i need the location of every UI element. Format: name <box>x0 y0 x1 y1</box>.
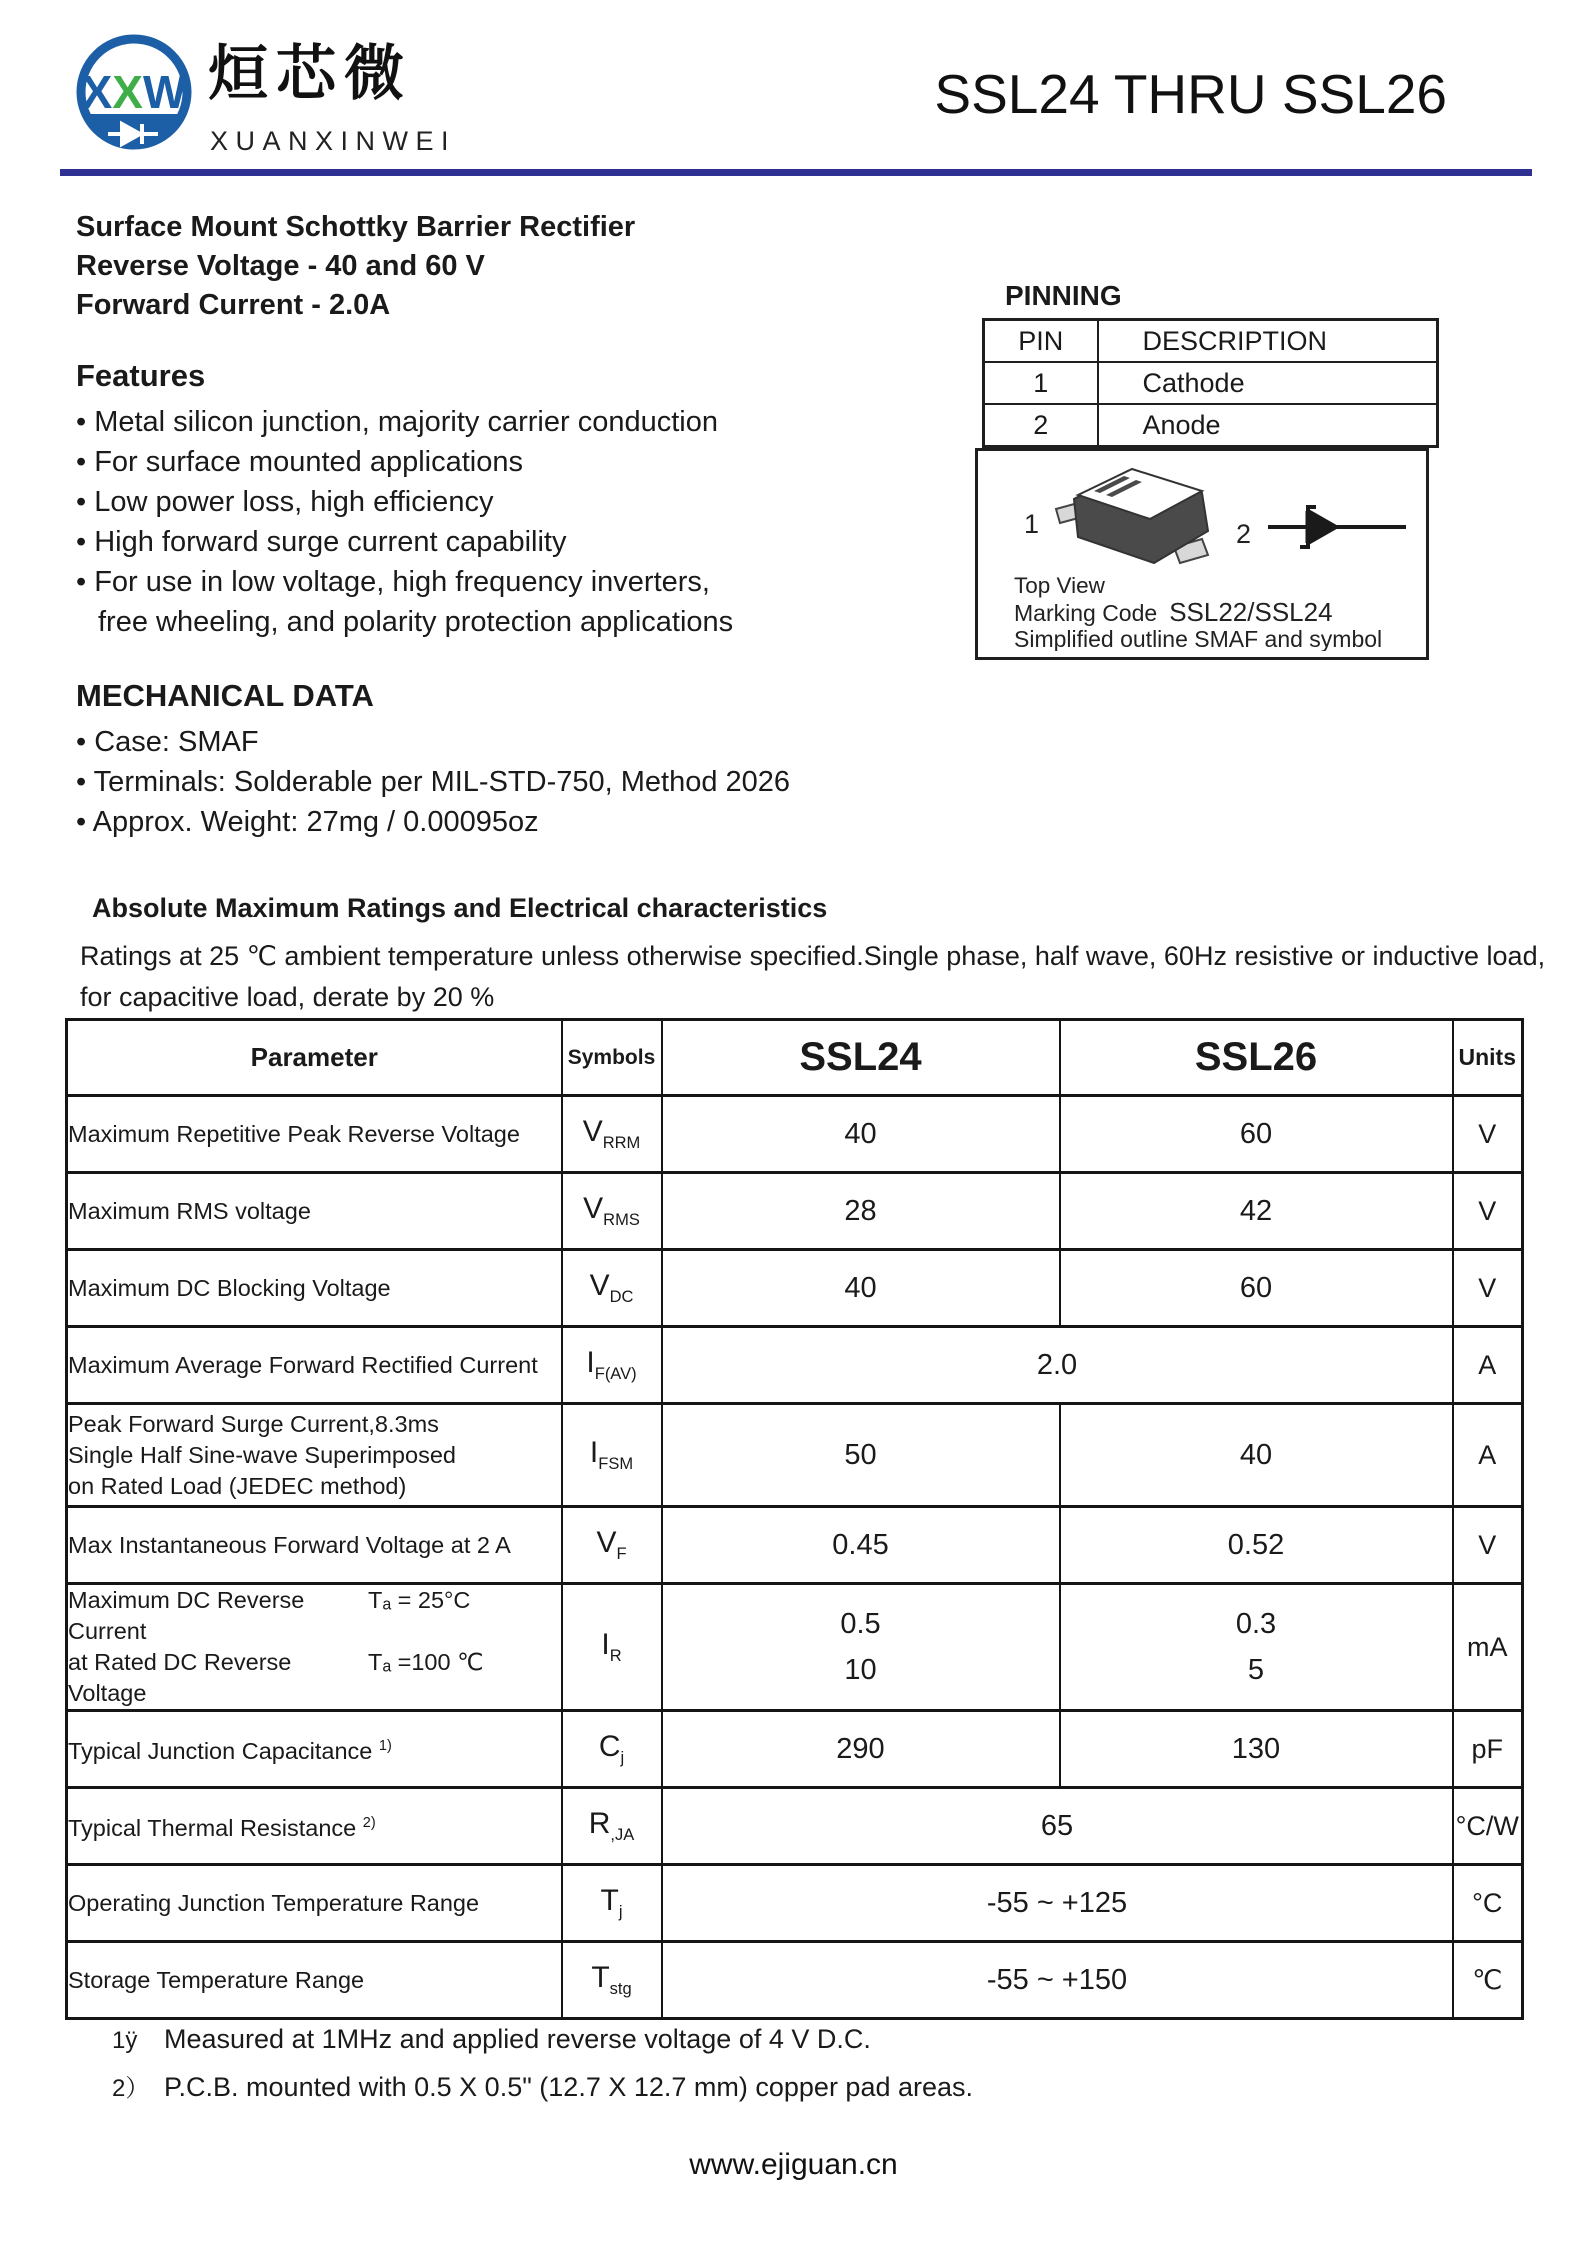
footnote-line <box>112 2064 973 2112</box>
param-footnote-ref: 2) <box>362 1815 376 1832</box>
company-name-en: XUANXINWEI <box>210 126 457 156</box>
description-col-header: DESCRIPTION <box>1098 320 1438 363</box>
pin-row <box>984 362 1438 404</box>
product-summary <box>76 208 635 325</box>
ssl26-value-cell: 60 <box>1060 1250 1453 1327</box>
pin-row <box>984 404 1438 447</box>
unit-cell: mA <box>1453 1584 1523 1711</box>
ssl26-value-cell: 0.52 <box>1060 1507 1453 1584</box>
package-drawing <box>978 451 1424 651</box>
param-cell <box>67 1584 562 1711</box>
unit-cell: pF <box>1453 1711 1523 1788</box>
param-cell <box>67 1865 562 1942</box>
param-line: Typical Thermal Resistance $^{2)}$ <box>68 1814 376 1841</box>
merged-value-cell: 2.0 <box>662 1327 1453 1404</box>
symbol-cell <box>562 1788 662 1865</box>
symbol-base: T <box>591 1961 610 1994</box>
unit-cell: V <box>1453 1096 1523 1173</box>
pkg-marking-line: Marking Code SSL22/SSL24 <box>1014 597 1333 627</box>
feature-item: • For use in low voltage, high frequency inverters, <box>76 566 710 598</box>
symbol-subscript: RMS <box>603 1211 640 1229</box>
symbol-cell <box>562 1711 662 1788</box>
page-title: SSL24 THRU SSL26 <box>934 63 1447 125</box>
symbol-base: V <box>589 1269 610 1302</box>
param-line: Maximum Average Forward Rectified Current <box>68 1351 538 1378</box>
header-rule <box>60 169 1532 176</box>
symbol-cell <box>562 1865 662 1942</box>
param-line: Operating Junction Temperature Range <box>68 1889 480 1916</box>
mechanical-item: • Terminals: Solderable per MIL-STD-750, Method 2026 <box>76 766 791 798</box>
footnote-text: Measured at 1MHz and applied reverse voltage of 4 V D.C. <box>164 2024 871 2054</box>
ssl26-value-cell: 60 <box>1060 1096 1453 1173</box>
feature-item: • For surface mounted applications <box>76 446 523 478</box>
symbol-base: I <box>586 1346 595 1379</box>
unit-cell: ℃ <box>1453 1942 1523 2019</box>
spec-row <box>67 1250 1523 1327</box>
symbol-cell <box>562 1942 662 2019</box>
unit-cell: °C <box>1453 1865 1523 1942</box>
spec-row <box>67 1865 1523 1942</box>
footnote-marker: 1ÿ <box>112 2027 138 2054</box>
col-header-units: Units <box>1453 1020 1523 1096</box>
param-line <box>68 1647 561 1709</box>
footnote-text: P.C.B. mounted with 0.5 X 0.5" (12.7 X 12.7 mm) copper pad areas. <box>164 2072 974 2102</box>
spec-row <box>67 1711 1523 1788</box>
ssl24-value-cell: 40 <box>662 1250 1060 1327</box>
symbol-base: V <box>596 1526 617 1559</box>
col-header-symbols: Symbols <box>562 1020 662 1096</box>
param-line: Maximum Repetitive Peak Reverse Voltage <box>68 1120 520 1147</box>
pinning-heading: PINNING <box>1005 280 1122 311</box>
ssl26-value-cell: 130 <box>1060 1711 1453 1788</box>
footer-url: www.ejiguan.cn <box>689 2148 898 2181</box>
package-outline-box <box>975 448 1429 660</box>
feature-item: • High forward surge current capability <box>76 526 567 558</box>
symbol-base: I <box>589 1436 599 1469</box>
pin-table <box>982 318 1439 448</box>
param-footnote-ref: 1) <box>378 1738 392 1755</box>
col-header-ssl24: SSL24 <box>662 1020 1060 1096</box>
symbol-subscript: DC <box>609 1288 634 1306</box>
symbol-subscript: R <box>609 1647 622 1665</box>
logo-letters: XXW <box>81 66 187 118</box>
merged-value-cell: 65 <box>662 1788 1453 1865</box>
logo-mark-icon <box>72 28 198 158</box>
param-line: on Rated Load (JEDEC method) <box>68 1472 407 1499</box>
spec-row <box>67 1942 1523 2019</box>
company-name-cn: 烜芯微 <box>208 40 412 107</box>
symbol-base: V <box>582 1115 603 1148</box>
ssl24-value-cell: 50 <box>662 1404 1060 1507</box>
spec-table <box>65 1018 1524 2020</box>
pin-number: 1 <box>984 362 1098 404</box>
param-line: Single Half Sine-wave Superimposed <box>68 1441 456 1468</box>
value-line: 0.3 <box>1235 1608 1277 1640</box>
value-line: 5 <box>1247 1654 1265 1686</box>
pkg-pin2-label: 2 <box>1236 519 1252 549</box>
param-cell <box>67 1173 562 1250</box>
unit-cell: V <box>1453 1173 1523 1250</box>
param-cell <box>67 1096 562 1173</box>
ssl26-value-cell <box>1060 1584 1453 1711</box>
unit-cell: A <box>1453 1404 1523 1507</box>
footnote-marker: 2） <box>112 2075 150 2102</box>
param-cell <box>67 1327 562 1404</box>
ssl26-value-cell: 40 <box>1060 1404 1453 1507</box>
pin-number: 2 <box>984 404 1098 447</box>
param-cell <box>67 1942 562 2019</box>
param-cell <box>67 1788 562 1865</box>
merged-value-cell: -55 ~ +125 <box>662 1865 1453 1942</box>
summary-line: Surface Mount Schottky Barrier Rectifier <box>76 211 636 243</box>
param-line: Peak Forward Surge Current,8.3ms <box>68 1410 439 1437</box>
spec-row <box>67 1096 1523 1173</box>
spec-row <box>67 1507 1523 1584</box>
param-cell <box>67 1711 562 1788</box>
symbol-cell <box>562 1173 662 1250</box>
summary-line: Reverse Voltage - 40 and 60 V <box>76 250 485 282</box>
symbol-subscript: F <box>616 1545 627 1563</box>
feature-item: • Metal silicon junction, majority carrier conduction <box>76 406 718 438</box>
ssl24-value-cell: 28 <box>662 1173 1060 1250</box>
param-line: Storage Temperature Range <box>68 1966 365 1993</box>
param-cell <box>67 1507 562 1584</box>
merged-value-cell: -55 ~ +150 <box>662 1942 1453 2019</box>
spec-table-body <box>67 1096 1523 2019</box>
ratings-note <box>80 936 1545 1018</box>
spec-row <box>67 1584 1523 1711</box>
ssl26-value-cell: 42 <box>1060 1173 1453 1250</box>
symbol-subscript: j <box>620 1749 625 1767</box>
pin-header-row <box>984 320 1438 363</box>
symbol-cell <box>562 1507 662 1584</box>
symbol-subscript: F(AV) <box>594 1365 637 1383</box>
symbol-base: I <box>601 1628 610 1661</box>
unit-cell: V <box>1453 1507 1523 1584</box>
spec-row <box>67 1327 1523 1404</box>
value-line: 10 <box>844 1654 877 1686</box>
symbol-subscript: RRM <box>602 1134 641 1152</box>
symbol-subscript: stg <box>609 1980 632 1998</box>
mechanical-heading: MECHANICAL DATA <box>76 678 374 713</box>
symbol-cell <box>562 1250 662 1327</box>
pkg-outline-note: Simplified outline SMAF and symbol <box>1014 626 1383 651</box>
pkg-top-view-label: Top View <box>1014 573 1105 598</box>
param-line: Max Instantaneous Forward Voltage at 2 A <box>68 1531 511 1558</box>
schottky-diode-symbol-icon <box>1268 507 1406 547</box>
value-line: 0.5 <box>840 1608 881 1640</box>
symbol-base: V <box>583 1192 604 1225</box>
footnote-line <box>112 2016 973 2064</box>
mechanical-item: • Case: SMAF <box>76 726 259 758</box>
pin-table-body <box>984 320 1438 447</box>
param-condition: Tₐ =100 ℃ <box>368 1649 484 1675</box>
features-heading: Features <box>76 358 206 393</box>
param-cell <box>67 1250 562 1327</box>
param-cell <box>67 1404 562 1507</box>
symbol-base: T <box>600 1884 619 1917</box>
symbol-cell <box>562 1096 662 1173</box>
features-list <box>76 402 733 642</box>
col-header-ssl26: SSL26 <box>1060 1020 1453 1096</box>
unit-cell: A <box>1453 1327 1523 1404</box>
col-header-parameter: Parameter <box>67 1020 562 1096</box>
param-line: Maximum DC Blocking Voltage <box>68 1274 391 1301</box>
symbol-base: R <box>588 1807 611 1840</box>
param-line: Typical Junction Capacitance $^{1)}$ <box>68 1737 392 1764</box>
feature-item: • Low power loss, high efficiency <box>76 486 494 518</box>
param-line: Maximum RMS voltage <box>68 1197 311 1224</box>
feature-item-cont: free wheeling, and polarity protection applications <box>98 606 734 638</box>
ssl24-value-cell: 0.45 <box>662 1507 1060 1584</box>
param-condition: Tₐ = 25°C <box>368 1587 471 1613</box>
company-logo <box>72 28 198 163</box>
spec-row <box>67 1173 1523 1250</box>
spec-row <box>67 1404 1523 1507</box>
ssl24-value-cell: 40 <box>662 1096 1060 1173</box>
footnotes <box>112 2016 973 2112</box>
spec-row <box>67 1788 1523 1865</box>
pkg-pin1-label: 1 <box>1024 509 1040 539</box>
mechanical-list <box>76 722 790 842</box>
param-line <box>68 1585 561 1647</box>
symbol-base: C <box>598 1730 621 1763</box>
param-text: at Rated DC Reverse Voltage <box>68 1649 292 1706</box>
param-text: Maximum DC Reverse Current <box>68 1587 305 1644</box>
unit-cell: °C/W <box>1453 1788 1523 1865</box>
ratings-heading: Absolute Maximum Ratings and Electrical characteristics <box>92 893 828 923</box>
mechanical-item: • Approx. Weight: 27mg / 0.00095oz <box>76 806 539 838</box>
pin-description: Cathode <box>1098 362 1438 404</box>
symbol-subscript: j <box>618 1903 623 1921</box>
smaf-package-icon <box>1056 469 1208 563</box>
ratings-note-line: for capacitive load, derate by 20 % <box>80 982 495 1012</box>
symbol-cell <box>562 1584 662 1711</box>
spec-table-header-row <box>67 1020 1523 1096</box>
summary-line: Forward Current - 2.0A <box>76 289 391 321</box>
ratings-note-line: Ratings at 25 ℃ ambient temperature unless otherwise specified.Single phase, half wave, 60Hz resistive or inductive load, <box>80 941 1546 971</box>
pin-description: Anode <box>1098 404 1438 447</box>
unit-cell: V <box>1453 1250 1523 1327</box>
symbol-subscript: ,JA <box>610 1826 635 1844</box>
ssl24-value-cell: 290 <box>662 1711 1060 1788</box>
symbol-cell <box>562 1404 662 1507</box>
marking-code-value: SSL22/SSL24 <box>1169 597 1333 627</box>
ssl24-value-cell <box>662 1584 1060 1711</box>
symbol-subscript: FSM <box>598 1455 634 1473</box>
pin-col-header: PIN <box>984 320 1098 363</box>
symbol-cell <box>562 1327 662 1404</box>
